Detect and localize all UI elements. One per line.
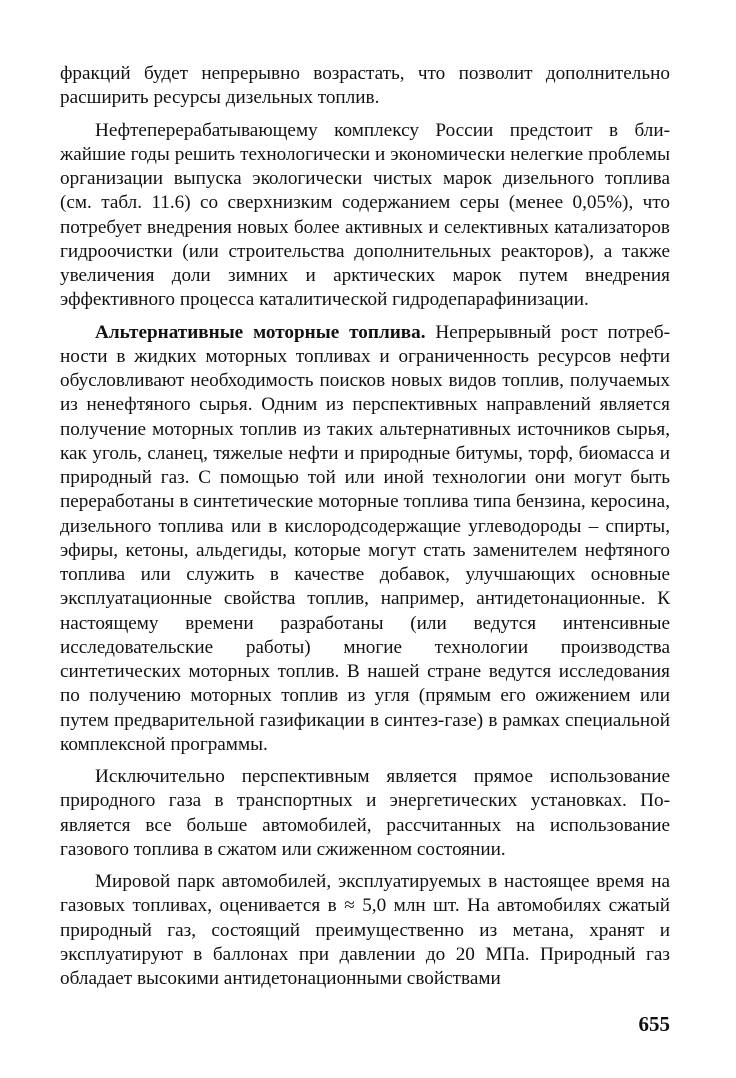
paragraph-3-lead: Альтернативные моторные топлива. bbox=[95, 321, 426, 343]
paragraph-5 bbox=[60, 870, 670, 991]
paragraph-2 bbox=[60, 119, 670, 313]
text-column bbox=[60, 62, 670, 999]
paragraph-1 bbox=[60, 62, 670, 111]
page-number: 655 bbox=[638, 1012, 670, 1036]
paragraph-1-text: фракций будет непрерывно возрастать, что позволит дополнительно расширить ресурсы дизельных топлив. bbox=[60, 63, 670, 109]
paragraph-3 bbox=[60, 321, 670, 758]
paragraph-3-text: Непрерывный рост потребности в жидких моторных топливах и ограниченность ресурсов нефти обусловливают необходимость поисков новых видов топлив, получаемых из ненефтяного сырья. Одним из перспективных направлений является получение моторных топлив из таких альтернативных источников сырья, как уголь, сланец, тяжелые нефти и природные битумы, торф, биомасса и природный газ. С помощью той или иной технологии они могут быть переработаны в синтетические моторные топлива типа бензина, керосина, дизельного топлива или в кислородсодержащие углеводороды – спирты, эфиры, кетоны, альдегиды, которые могут стать заменителем нефтяного топлива или служить в качестве добавок, улучшающих основные эксплуатационные свойства топлив, например, антидетонационные. К настоящему времени разработаны (или ведутся интенсивные исследовательские работы) многие технологии производства синтетических моторных топлив. В нашей стране ведутся исследования по получению моторных топлив из угля (прямым его ожижением или путем предварительной газификации в синтез-газе) в рамках специальной комплексной программы. bbox=[60, 321, 670, 755]
paragraph-2-text: Нефтеперерабатывающему комплексу России предстоит в ближайшие годы решить технологически и экономически нелегкие проблемы организации выпуска экологически чистых марок дизельного топлива (см. табл. 11.6) со сверхнизким содержанием серы (менее 0,05%), что потребует внедрения новых более активных и селективных катализаторов гидроочистки (или строительства дополнительных реакторов), а также увеличения доли зимних и арктических марок путем внедрения эффективного процесса каталитической гидродепарафинизации. bbox=[60, 119, 670, 311]
paragraph-4 bbox=[60, 765, 670, 862]
paragraph-4-text: Исключительно перспективным является прямое использование природного газа в транспортных и энергетических установках. Появляется все больше автомобилей, рассчитанных на использование газового топлива в сжатом или сжиженном состоянии. bbox=[60, 766, 670, 860]
paragraph-5-text: Мировой парк автомобилей, эксплуатируемых в настоящее время на газовых топливах, оценивается в ≈ 5,0 млн шт. На автомобилях сжатый природный газ, состоящий преимущественно из метана, хранят и эксплуатируют в баллонах при давлении до 20 МПа. Природный газ обладает высокими антидетонационными свойствами bbox=[60, 871, 670, 989]
